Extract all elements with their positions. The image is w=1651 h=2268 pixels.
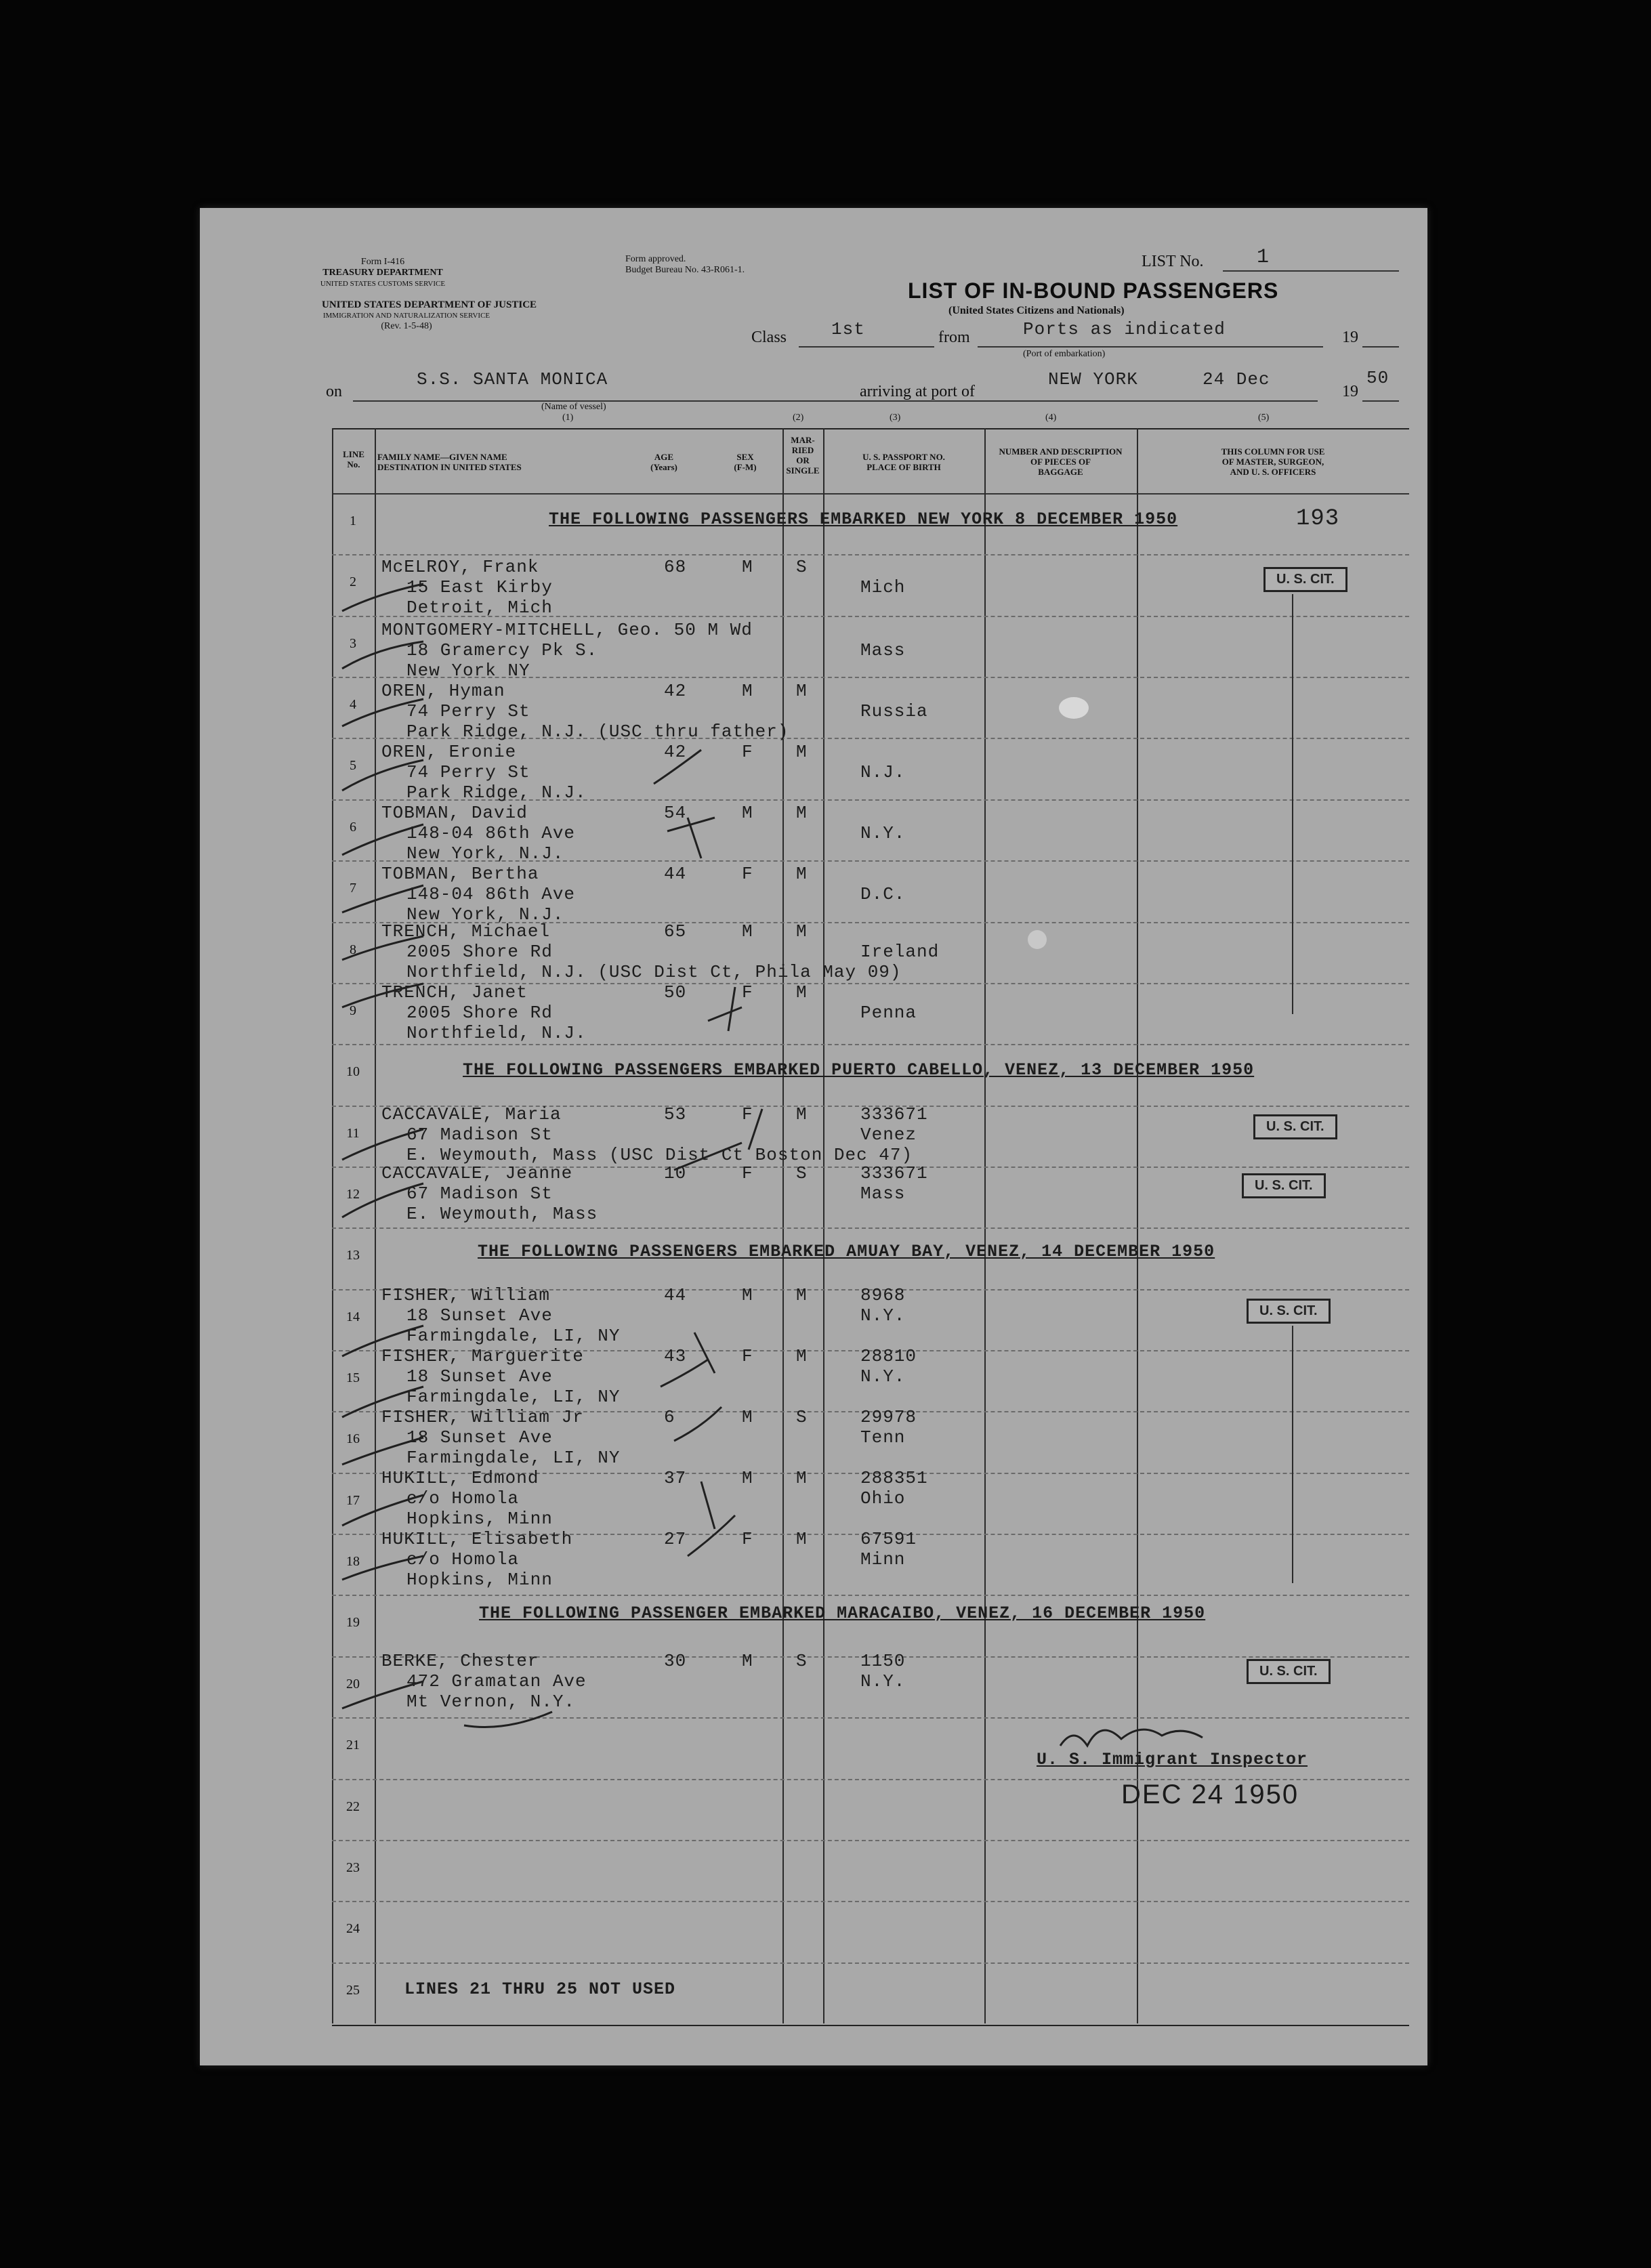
passenger-address: 67 Madison St [406,1125,553,1145]
passenger-name: FISHER, Marguerite [381,1346,584,1366]
passenger-sex: F [742,1529,753,1549]
line-number: 2 [350,574,356,590]
line-number: 7 [350,881,356,896]
passenger-passport: 333671 [860,1163,928,1183]
row-rule [332,1227,1409,1229]
passenger-birthplace: Ireland [860,942,940,962]
class-value: 1st [831,319,865,339]
passenger-address: 18 Sunset Ave [406,1366,553,1387]
list-no-label: LIST No. [1142,253,1204,270]
lines-not-used: LINES 21 THRU 25 NOT USED [404,1979,676,1999]
ins-service: IMMIGRATION AND NATURALIZATION SERVICE [322,312,490,320]
passenger-name: OREN, Eronie [381,742,517,762]
ditto-line [1292,1326,1293,1583]
page-title: LIST OF IN-BOUND PASSENGERS [908,278,1279,303]
row-rule [332,1840,1409,1841]
passenger-age: 37 [664,1468,687,1488]
treasury-dept: TREASURY DEPARTMENT [322,268,443,278]
passenger-destination: Park Ridge, N.J. [406,782,587,803]
passenger-sex: F [742,742,753,762]
passenger-passport: 29978 [860,1407,917,1427]
passenger-address: 472 Gramatan Ave [406,1671,587,1692]
passenger-address: 18 Gramercy Pk S. [406,640,598,660]
form-info [315,257,451,289]
approval-block [625,254,745,276]
line-number: 13 [346,1248,360,1263]
line-number: 11 [346,1125,360,1141]
budget-bureau: Budget Bureau No. 43-R061-1. [625,265,745,275]
us-citizen-stamp: U. S. CIT. [1247,1299,1331,1324]
col-num-3: (3) [890,413,901,423]
passenger-name: FISHER, William [381,1285,551,1305]
passenger-age: 42 [664,681,687,701]
year-prefix: 19 [1342,329,1358,346]
passenger-passport: 333671 [860,1104,928,1125]
col-divider [782,428,784,2023]
passenger-age: 44 [664,864,687,884]
passenger-sex: F [742,1163,753,1183]
passenger-name: MONTGOMERY-MITCHELL, Geo. 50 M Wd [381,620,753,640]
passenger-sex: M [742,1285,753,1305]
passenger-address: 15 East Kirby [406,577,553,597]
on-label: on [326,383,342,400]
page-subtitle: (United States Citizens and Nationals) [948,305,1125,316]
passenger-address: 2005 Shore Rd [406,1003,553,1023]
form-rev: (Rev. 1-5-48) [381,321,432,331]
line-number: 3 [350,635,356,651]
passenger-birthplace: N.J. [860,762,906,782]
line-number: 20 [346,1676,360,1692]
line-number: 14 [346,1309,360,1324]
vessel-name: S.S. SANTA MONICA [417,369,608,390]
passenger-age: 27 [664,1529,687,1549]
passenger-name: TRENCH, Michael [381,921,551,942]
date-stamp: DEC 24 1950 [1121,1780,1299,1809]
passenger-destination: Farmingdale, LI, NY [406,1448,621,1468]
passenger-sex: F [742,982,753,1003]
passenger-address: 2005 Shore Rd [406,942,553,962]
passenger-passport: 67591 [860,1529,917,1549]
passenger-sex: M [742,557,753,577]
passenger-age: 30 [664,1651,687,1671]
line-number: 8 [350,942,356,957]
passenger-marital-status: M [796,681,808,701]
section-heading: THE FOLLOWING PASSENGER EMBARKED MARACAIBO, VENEZ, 16 DECEMBER 1950 [479,1603,1206,1623]
line-number: 9 [350,1003,356,1018]
passenger-birthplace: Mich [860,577,906,597]
passenger-birthplace: Tenn [860,1427,906,1448]
row-rule [332,1595,1409,1596]
passenger-marital-status: M [796,982,808,1003]
arrival-date: 24 Dec [1203,369,1270,390]
justice-block [322,299,537,332]
passenger-name: HUKILL, Elisabeth [381,1529,573,1549]
vessel-num: (1) [562,413,574,423]
line-number: 10 [346,1064,360,1080]
us-citizen-stamp: U. S. CIT. [1242,1173,1326,1198]
manifest-page [200,208,1427,2065]
passenger-sex: F [742,1104,753,1125]
us-citizen-stamp: U. S. CIT. [1263,567,1347,592]
line-number: 18 [346,1554,360,1570]
from-rule [978,346,1323,348]
col-header-line: LINE No. [343,449,364,469]
line-number: 19 [346,1615,360,1631]
passenger-birthplace: N.Y. [860,1671,906,1692]
passenger-birthplace: Penna [860,1003,917,1023]
passenger-marital-status: M [796,1285,808,1305]
passenger-marital-status: M [796,742,808,762]
us-citizen-stamp: U. S. CIT. [1247,1659,1331,1684]
passenger-birthplace: Ohio [860,1488,906,1509]
passenger-marital-status: S [796,1163,808,1183]
line-number: 5 [350,758,356,774]
passenger-age: 43 [664,1346,687,1366]
line-number: 24 [346,1921,360,1937]
line-number: 6 [350,819,356,835]
passenger-destination: Mt Vernon, N.Y. [406,1692,576,1712]
passenger-destination: Northfield, N.J. [406,1023,587,1043]
customs-service: UNITED STATES CUSTOMS SERVICE [320,280,446,288]
passenger-sex: M [742,1651,753,1671]
year2-value: 50 [1366,368,1389,388]
row-rule [332,554,1409,555]
passenger-name: CACCAVALE, Maria [381,1104,562,1125]
passenger-age: 44 [664,1285,687,1305]
passenger-address: 18 Sunset Ave [406,1427,553,1448]
passenger-birthplace: Russia [860,701,928,721]
section-heading: THE FOLLOWING PASSENGERS EMBARKED NEW YORK 8 DECEMBER 1950 [549,509,1178,529]
col-divider [375,428,376,2023]
passenger-sex: M [742,803,753,823]
from-value: Ports as indicated [1023,319,1226,339]
form-approved: Form approved. [625,254,686,264]
arrival-rule [999,400,1318,402]
section-heading: THE FOLLOWING PASSENGERS EMBARKED PUERTO CABELLO, VENEZ, 13 DECEMBER 1950 [463,1060,1255,1080]
row-rule [332,1044,1409,1045]
passenger-birthplace: N.Y. [860,1366,906,1387]
year-rule [1362,346,1399,348]
passenger-marital-status: S [796,1651,808,1671]
col-header-sex: SEX (F-M) [734,452,757,472]
us-citizen-stamp: U. S. CIT. [1253,1114,1337,1139]
passenger-name: OREN, Hyman [381,681,505,701]
passenger-destination: New York, N.J. [406,904,564,925]
passenger-age: 10 [664,1163,687,1183]
ditto-line [1292,594,1293,1014]
passenger-marital-status: M [796,1346,808,1366]
passenger-passport: 288351 [860,1468,928,1488]
passenger-marital-status: S [796,1407,808,1427]
passenger-destination: Hopkins, Minn [406,1509,553,1529]
col-header-married: MAR- RIED OR SINGLE [786,435,820,476]
col-divider [823,428,824,2023]
year2-rule [1362,400,1399,402]
passenger-marital-status: M [796,1529,808,1549]
port-embark-caption: (Port of embarkation) [1023,349,1106,359]
passenger-sex: F [742,864,753,884]
inspector-title: U. S. Immigrant Inspector [1037,1750,1308,1769]
class-label: Class [751,329,787,346]
arriving-label: arriving at port of [860,383,975,400]
line-number: 16 [346,1431,360,1447]
from-label: from [938,329,970,346]
passenger-name: McELROY, Frank [381,557,539,577]
passenger-name: FISHER, William Jr [381,1407,584,1427]
passenger-marital-status: S [796,557,808,577]
line-number: 21 [346,1738,360,1753]
line-number: 17 [346,1492,360,1508]
line-number: 12 [346,1186,360,1202]
passenger-address: 74 Perry St [406,701,530,721]
passenger-age: 42 [664,742,687,762]
passenger-passport: 1150 [860,1651,906,1671]
passenger-passport: 8968 [860,1285,906,1305]
passenger-address: c/o Homola [406,1549,520,1570]
passenger-destination: E. Weymouth, Mass (USC Dist Ct Boston Dec 47) [406,1145,913,1165]
passenger-marital-status: M [796,864,808,884]
section-page-number: 193 [1296,506,1340,532]
section-heading: THE FOLLOWING PASSENGERS EMBARKED AMUAY BAY, VENEZ, 14 DECEMBER 1950 [478,1242,1215,1261]
row-rule [332,1717,1409,1719]
passenger-sex: M [742,921,753,942]
col-num-2: (2) [793,413,804,423]
passenger-address: 74 Perry St [406,762,530,782]
passenger-name: TOBMAN, Bertha [381,864,539,884]
col-divider [984,428,986,2023]
passenger-birthplace: Mass [860,640,906,660]
passenger-destination: Farmingdale, LI, NY [406,1387,621,1407]
line-number: 22 [346,1799,360,1814]
passenger-address: 67 Madison St [406,1183,553,1204]
col-header-name: FAMILY NAME—GIVEN NAME DESTINATION IN UNITED STATES [377,452,522,472]
col-header-baggage: NUMBER AND DESCRIPTION OF PIECES OF BAGGAGE [999,446,1123,477]
passenger-address: 148-04 86th Ave [406,884,576,904]
list-no-value: 1 [1257,246,1270,269]
passenger-birthplace: N.Y. [860,1305,906,1326]
class-rule [799,346,934,348]
line-number: 23 [346,1860,360,1875]
passenger-name: BERKE, Chester [381,1651,539,1671]
passenger-sex: F [742,1346,753,1366]
passenger-address: 148-04 86th Ave [406,823,576,843]
passenger-birthplace: Minn [860,1549,906,1570]
passenger-age: 6 [664,1407,675,1427]
col-header-officers: THIS COLUMN FOR USE OF MASTER, SURGEON, AND U. S. OFFICERS [1221,446,1325,477]
passenger-birthplace: Mass [860,1183,906,1204]
row-rule [332,1962,1409,1964]
row-rule [332,1901,1409,1902]
passenger-sex: M [742,1407,753,1427]
passenger-age: 50 [664,982,687,1003]
col-num-4: (4) [1045,413,1057,423]
passenger-address: c/o Homola [406,1488,520,1509]
passenger-destination: Park Ridge, N.J. (USC thru father) [406,721,789,742]
passenger-marital-status: M [796,1468,808,1488]
year2-prefix: 19 [1342,383,1358,400]
header-bottom-rule [332,493,1409,495]
line-number: 15 [346,1370,360,1386]
vessel-caption: (Name of vessel) [541,402,606,412]
passenger-sex: M [742,681,753,701]
passenger-destination: E. Weymouth, Mass [406,1204,598,1224]
passenger-marital-status: M [796,921,808,942]
passenger-destination: Hopkins, Minn [406,1570,553,1590]
line-number: 4 [350,697,356,713]
line-number: 1 [350,513,356,528]
col-header-age: AGE (Years) [650,452,677,472]
passenger-age: 65 [664,921,687,942]
justice-dept: UNITED STATES DEPARTMENT OF JUSTICE [322,299,537,310]
passenger-name: CACCAVALE, Jeanne [381,1163,573,1183]
passenger-birthplace: Venez [860,1125,917,1145]
arrival-port: NEW YORK [1048,369,1138,390]
passenger-destination: Farmingdale, LI, NY [406,1326,621,1346]
passenger-destination: New York, N.J. [406,843,564,864]
passenger-name: TOBMAN, David [381,803,528,823]
passenger-name: TRENCH, Janet [381,982,528,1003]
passenger-age: 68 [664,557,687,577]
passenger-address: 18 Sunset Ave [406,1305,553,1326]
passenger-marital-status: M [796,1104,808,1125]
col-header-passport: U. S. PASSPORT NO. PLACE OF BIRTH [862,452,945,472]
col-num-5: (5) [1258,413,1270,423]
passenger-destination: New York NY [406,660,530,681]
passenger-birthplace: D.C. [860,884,906,904]
list-no-rule [1223,270,1399,272]
passenger-name: HUKILL, Edmond [381,1468,539,1488]
passenger-destination: Northfield, N.J. (USC Dist Ct, Phila May 09) [406,962,902,982]
passenger-age: 53 [664,1104,687,1125]
passenger-destination: Detroit, Mich [406,597,553,618]
line-number: 25 [346,1982,360,1998]
passenger-passport: 28810 [860,1346,917,1366]
passenger-age: 54 [664,803,687,823]
form-number: Form I-416 [360,257,405,267]
passenger-sex: M [742,1468,753,1488]
col-divider [332,428,333,2023]
passenger-marital-status: M [796,803,808,823]
passenger-birthplace: N.Y. [860,823,906,843]
